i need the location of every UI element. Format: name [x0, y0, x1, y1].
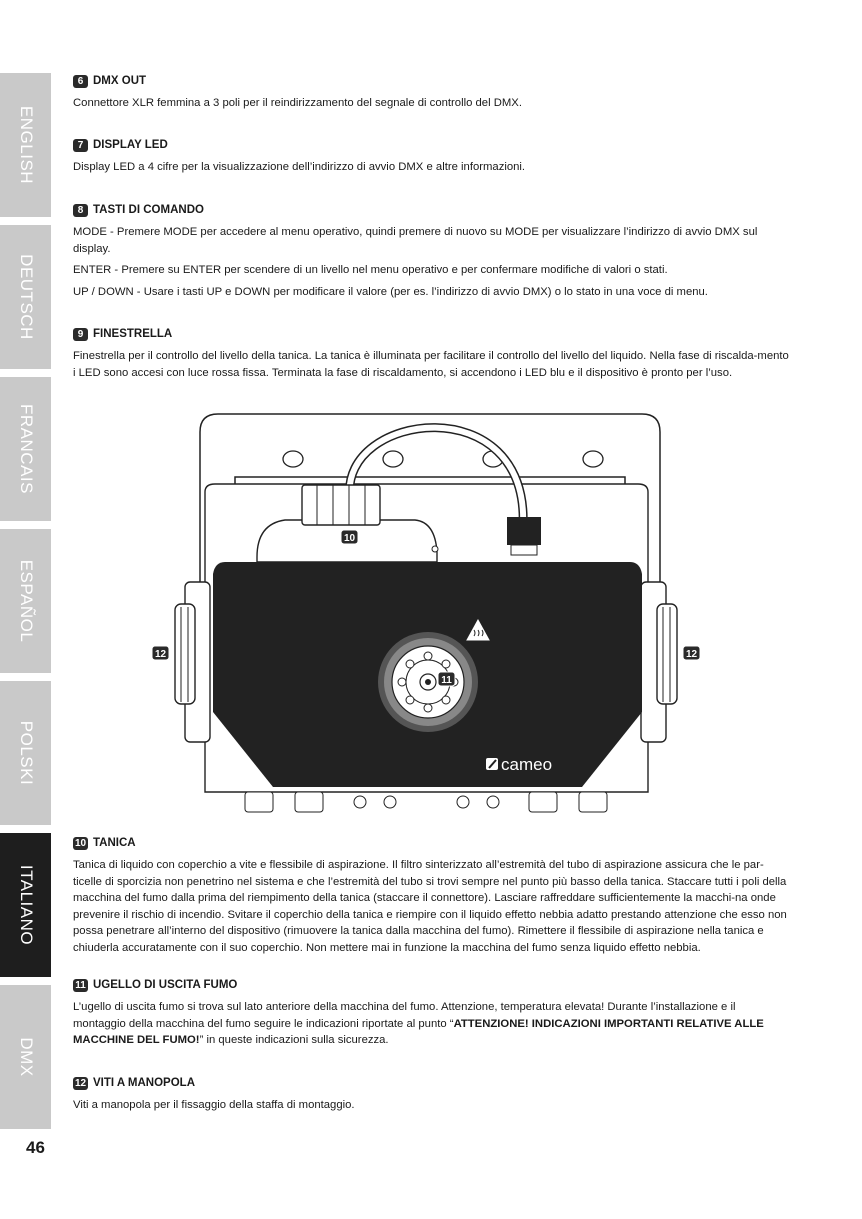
section-title: TANICA [93, 837, 136, 849]
safety-reference: ATTENZIONE! INDICAZIONI IMPORTANTI RELATIVE ALLE MACCHINE DEL FUMO! [73, 1017, 764, 1046]
section-tasti-di-comando [73, 202, 789, 300]
callout-knob-right: 12 [685, 649, 698, 660]
section-tanica [73, 835, 789, 956]
section-number-badge: 11 [73, 979, 88, 992]
callout-nozzle: 11 [441, 675, 452, 686]
section-text: MODE - Premere MODE per accedere al menu operativo, quindi premere di nuovo su MODE per visualizzare l’indirizzo di avvio DMX sul display. [73, 226, 758, 255]
section-title: FINESTRELLA [93, 328, 173, 340]
section-ugello [73, 977, 789, 1049]
lang-tab-francais[interactable]: FRANCAIS [0, 377, 51, 521]
section-text: UP / DOWN - Usare i tasti UP e DOWN per modificare il valore (per es. l’indirizzo di avvio DMX) o lo stato in una voce di menu. [73, 285, 708, 298]
lang-tab-english[interactable]: ENGLISH [0, 73, 51, 217]
page-number: 46 [26, 1138, 45, 1157]
section-text: Tanica di liquido con coperchio a vite e flessibile di aspirazione. Il filtro sinterizzato all’estremità del tubo di aspirazione assicura che le par-ticelle di sporcizia non penetrino nel sistema e che l’estremità del tubo si trovi sempre nel punto più basso della tanica. Staccare tutti i poli della macchina del fumo dalla prima del riempimento della tanica (staccare il connettore). Lasciare raffreddare sufficientemente la macchi-na onde prevenire il rischio di incendio. Svitare il coperchio della tanica e riempire con il liquido effetto nebbia adatto prestando attenzione che esso non possa penetrare all’interno del dispositivo (rimuovere la tanica dalla macchina del fumo). Rimettere il flessibile di aspirazione nella tanica e chiuderla accuratamente con il suo coperchio. Non mettere mai in funzione la macchina del fumo senza liquido effetto nebbia. [73, 859, 787, 954]
section-viti-a-manopola [73, 1075, 789, 1114]
section-title: TASTI DI COMANDO [93, 204, 204, 216]
lang-tab-deutsch[interactable]: DEUTSCH [0, 225, 51, 369]
callout-knob-left: 12 [154, 649, 167, 660]
section-text: ENTER - Premere su ENTER per scendere di un livello nel menu operativo e per confermare modifiche di valori o stati. [73, 264, 668, 276]
lang-tab-dmx[interactable]: DMX [0, 985, 51, 1129]
section-text: Viti a manopola per il fissaggio della staffa di montaggio. [73, 1099, 355, 1111]
section-heading [73, 73, 789, 89]
section-title: UGELLO DI USCITA FUMO [93, 979, 238, 991]
section-title: DMX OUT [93, 75, 147, 87]
section-finestrella [73, 326, 789, 381]
section-heading [73, 137, 789, 153]
section-heading [73, 977, 789, 993]
section-text: L’ugello di uscita fumo si trova sul lato anteriore della macchina del fumo. Attenzione, temperatura elevata! Durante l’installazione e il montaggio della macchina del fumo seguire le indicazioni riportate al punto “ATTENZIONE! INDICAZIONI IMPORTANTI RELATIVE ALLE MACCHINE DEL FUMO!” in queste indicazioni sulla sicurezza. [73, 1001, 764, 1046]
section-dmx-out [73, 73, 789, 112]
lang-tab-italiano[interactable]: ITALIANO [0, 833, 51, 977]
section-heading [73, 835, 789, 851]
section-number-badge: 10 [74, 837, 87, 849]
section-number-badge: 9 [73, 328, 88, 341]
section-text: Finestrella per il controllo del livello della tanica. La tanica è illuminata per facilitare il controllo del livello del liquido. Nella fase di riscalda-mento i LED sono accesi con luce rossa fissa. Terminata la fase di riscaldamento, si accendono i LED blu e il dispositivo è pronto per l’uso. [73, 350, 789, 379]
section-number-badge: 12 [74, 1077, 87, 1089]
brand-name: cameo [501, 755, 553, 774]
section-text: Connettore XLR femmina a 3 poli per il reindirizzamento del segnale di controllo del DMX. [73, 97, 522, 109]
lang-tab-espanol[interactable]: ESPAÑOL [0, 529, 51, 673]
section-display-led [73, 137, 789, 176]
device-illustration [145, 392, 715, 822]
section-heading [73, 202, 789, 218]
section-heading [73, 326, 789, 342]
section-number-badge: 6 [73, 75, 88, 88]
section-heading [73, 1075, 789, 1091]
section-number-badge: 7 [73, 139, 88, 152]
section-title: VITI A MANOPOLA [93, 1077, 196, 1089]
section-text: Display LED a 4 cifre per la visualizzazione dell’indirizzo di avvio DMX e altre informazioni. [73, 161, 526, 173]
section-number-badge: 8 [73, 204, 88, 217]
lang-tab-polski[interactable]: POLSKI [0, 681, 51, 825]
section-title: DISPLAY LED [93, 139, 168, 151]
callout-tank: 10 [343, 533, 356, 544]
